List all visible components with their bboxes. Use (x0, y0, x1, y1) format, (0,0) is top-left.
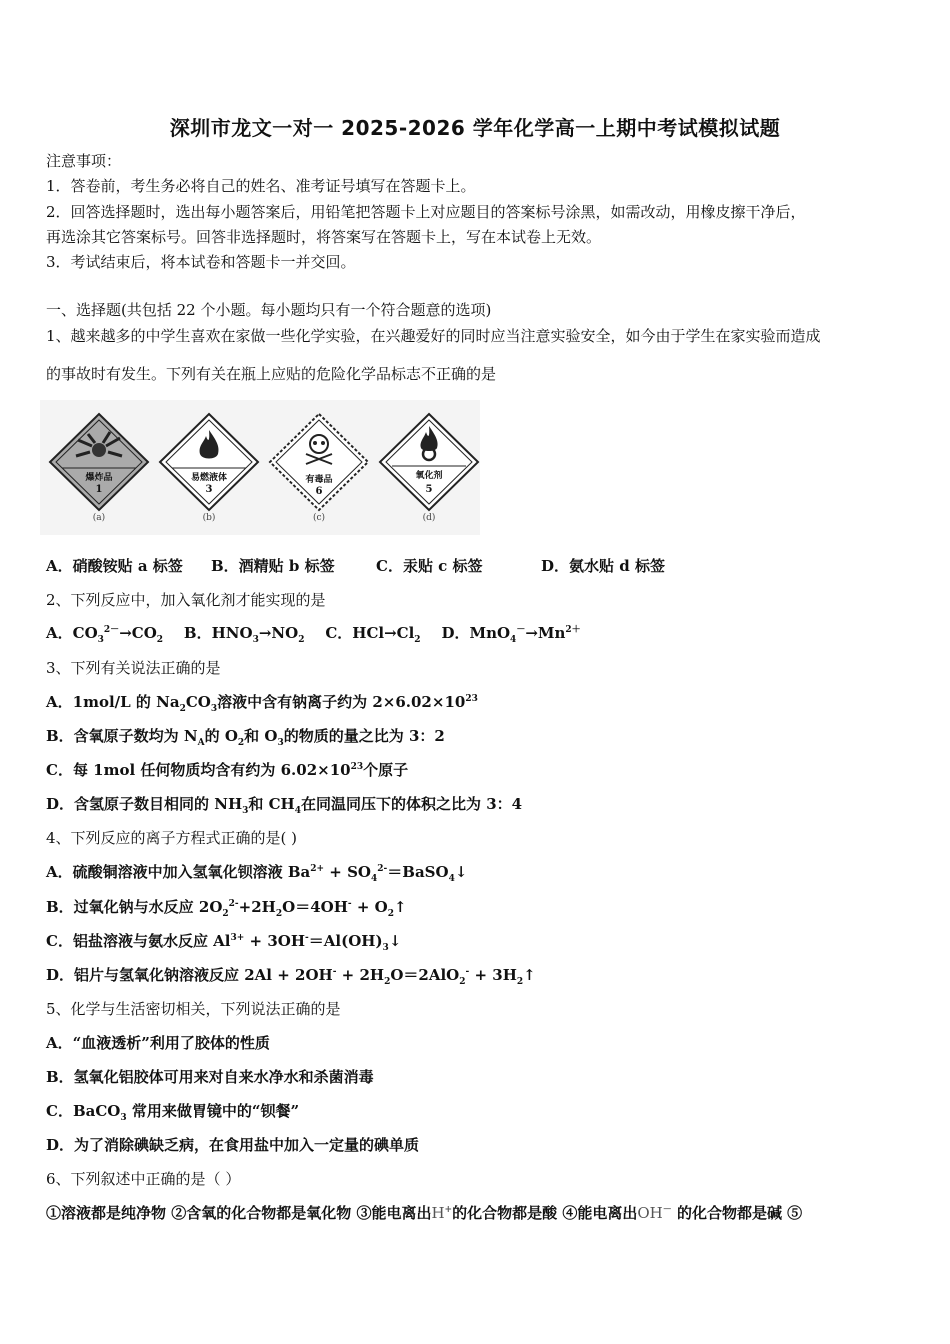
notice-heading: 注意事项： (46, 152, 122, 170)
sign-label: 氧化剂 (415, 471, 443, 481)
sign-caption: (a) (92, 513, 106, 523)
q3-option-a[interactable]: A．1mol/L 的 $Na_2CO_3$溶液中含有钠离子约为 $2\times 6.02\times 10^{23}$ (46, 693, 478, 714)
q2-option-a[interactable]: A．$CO_3^{2-}\to CO_2$ (46, 624, 164, 645)
q2-option-b[interactable]: B．$HNO_3\to NO_2$ (183, 624, 305, 645)
q1-option-b[interactable]: B．酒精贴 b 标签 (211, 557, 335, 575)
notice-item-1: 1．答卷前，考生务必将自己的姓名、准考证号填写在答题卡上。 (46, 177, 476, 195)
hazard-sign-flammable (158, 412, 260, 512)
q3-option-b[interactable]: B．含氧原子数均为 $N_A$的 $O_2$和 $O_3$的物质的量之比为 3：2 (46, 727, 445, 748)
sign-number: 3 (205, 484, 213, 495)
q5-stem: 5、化学与生活密切相关，下列说法正确的是 (46, 1000, 341, 1018)
notice-item-3: 3．考试结束后，将本试卷和答题卡一并交回。 (46, 253, 356, 271)
q3-stem: 3、下列有关说法正确的是 (46, 659, 221, 677)
q1-option-a[interactable]: A．硝酸铵贴 a 标签 (46, 557, 183, 575)
q4-option-d[interactable]: D．铝片与氢氧化钠溶液反应 $2Al + 2OH^- + 2H_2O=2AlO_2^-$ + $3H_2↑$ (46, 966, 536, 987)
q4-stem: 4、下列反应的离子方程式正确的是( ) (46, 829, 298, 847)
q1-option-d[interactable]: D．氨水贴 d 标签 (541, 557, 665, 575)
q1-stem-line2: 的事故时有发生。下列有关在瓶上应贴的危险化学品标志不正确的是 (46, 365, 497, 383)
q5-option-c[interactable]: C．BaCO$_3$ 常用来做胃镜中的“钡餐” (46, 1102, 300, 1123)
sign-caption: (c) (312, 513, 326, 523)
q5-option-b[interactable]: B．氢氧化铝胶体可用来对自来水净水和杀菌消毒 (46, 1068, 374, 1086)
hazard-sign-explosive (48, 412, 150, 512)
sign-number: 5 (425, 484, 433, 495)
sign-number: 1 (95, 484, 103, 495)
sign-label: 易燃液体 (190, 473, 227, 483)
q2-stem: 2、下列反应中，加入氧化剂才能实现的是 (46, 591, 326, 609)
q1-stem-line1: 1、越来越多的中学生喜欢在家做一些化学实验，在兴趣爱好的同时应当注意实验安全，如今由于学生在家实验而造成 (46, 327, 821, 345)
q4-option-b[interactable]: B．过氧化钠与水反应 $2O_2^{2-}+2H_2O=4OH^-$ + $O_2↑$ (46, 898, 407, 919)
sign-label: 爆炸品 (85, 473, 113, 483)
q3-option-d[interactable]: D．含氢原子数目相同的 $NH_3$和 $CH_4$在同温同压下的体积之比为 3：4 (46, 795, 523, 816)
hazard-signs-figure (40, 400, 480, 535)
q2-option-d[interactable]: D．$MnO_4^-\to Mn^{2+}$ (441, 624, 581, 645)
notice-item-2: 2．回答选择题时，选出每小题答案后，用铅笔把答题卡上对应题目的答案标号涂黑，如需改动，用橡皮擦干净后， (46, 203, 806, 221)
q6-stem: 6、下列叙述中正确的是（ ） (46, 1170, 241, 1188)
hazard-sign-toxic (268, 412, 370, 512)
q3-option-c[interactable]: C．每 1mol 任何物质均含有约为 $6.02\times 10^{23}$个原子 (46, 761, 409, 779)
q1-option-c[interactable]: C．汞贴 c 标签 (376, 557, 483, 575)
q2-options (46, 622, 581, 644)
sign-caption: (b) (202, 513, 216, 523)
sign-caption: (d) (422, 513, 436, 523)
sign-label: 有毒品 (305, 475, 333, 485)
notice-item-2-cont: 再选涂其它答案标号。回答非选择题时，将答案写在答题卡上，写在本试卷上无效。 (46, 228, 602, 246)
q2-option-c[interactable]: C．$HCl\to Cl_2$ (325, 624, 421, 645)
q5-option-d[interactable]: D．为了消除碘缺乏病，在食用盐中加入一定量的碘单质 (46, 1136, 420, 1154)
section-heading: 一、选择题(共包括 22 个小题。每小题均只有一个符合题意的选项) (46, 301, 492, 319)
sign-number: 6 (315, 486, 323, 497)
q6-statements: ①溶液都是纯净物 ②含氧的化合物都是氧化物 ③能电离出H+的化合物都是酸 ④能电离出OH－ 的化合物都是碱 ⑤ (46, 1204, 803, 1222)
page-title: 深圳市龙文一对一 2025-2026 学年化学高一上期中考试模拟试题 (169, 116, 781, 140)
q5-option-a[interactable]: A．“血液透析”利用了胶体的性质 (46, 1034, 270, 1052)
hazard-sign-oxidizer (378, 412, 480, 512)
q4-option-a[interactable]: A．硫酸铜溶液中加入氢氧化钡溶液 $Ba^{2+}$ + $SO_4^{2-}=BaSO_4↓$ (46, 863, 468, 884)
q4-option-c[interactable]: C．铝盐溶液与氨水反应 $Al^{3+}$ + $3OH^-=Al(OH)_3↓$ (46, 932, 402, 953)
